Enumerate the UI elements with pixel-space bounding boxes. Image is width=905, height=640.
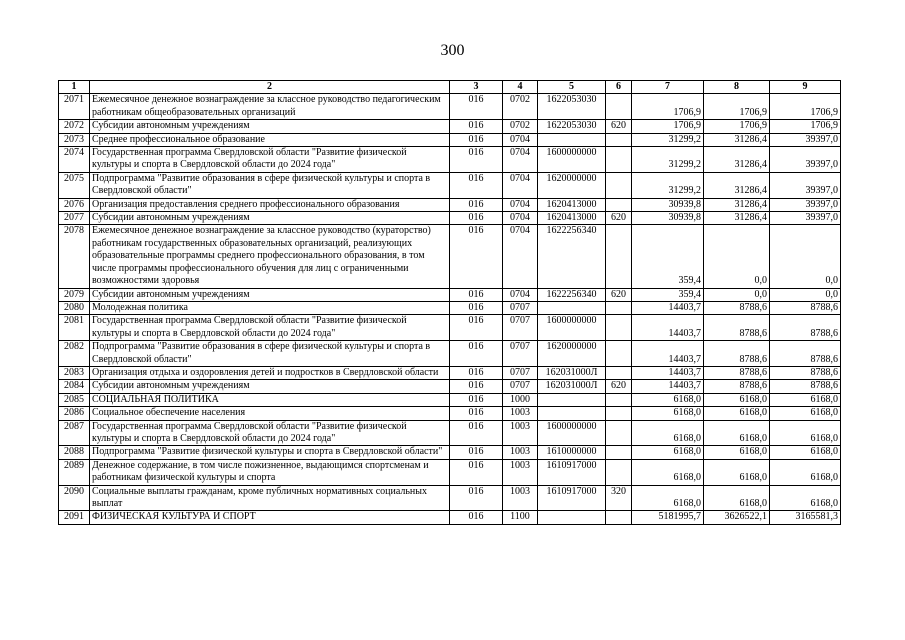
admin-code: 016 — [450, 288, 503, 301]
table-row — [59, 393, 841, 406]
admin-code: 016 — [450, 120, 503, 133]
amount-col7: 359,4 — [632, 288, 704, 301]
expense-type-code — [606, 198, 632, 211]
amount-col9: 6168,0 — [770, 393, 841, 406]
row-name: Субсидии автономным учреждениям — [90, 288, 450, 301]
section-code: 0707 — [503, 315, 538, 341]
admin-code: 016 — [450, 301, 503, 314]
amount-col8: 31286,4 — [704, 212, 770, 225]
amount-col9: 8788,6 — [770, 315, 841, 341]
row-number: 2071 — [59, 94, 90, 120]
amount-col9: 8788,6 — [770, 366, 841, 379]
section-code: 0704 — [503, 133, 538, 146]
section-code: 0704 — [503, 288, 538, 301]
row-name: Государственная программа Свердловской области "Развитие физической культуры и спорта в Свердловской области до 2024 года" — [90, 147, 450, 173]
amount-col9: 0,0 — [770, 225, 841, 288]
amount-col7: 6168,0 — [632, 446, 704, 459]
expense-type-code — [606, 147, 632, 173]
expense-type-code: 620 — [606, 288, 632, 301]
section-code: 1003 — [503, 420, 538, 446]
amount-col8: 0,0 — [704, 225, 770, 288]
row-number: 2082 — [59, 341, 90, 367]
row-number: 2072 — [59, 120, 90, 133]
amount-col9: 39397,0 — [770, 212, 841, 225]
amount-col9: 6168,0 — [770, 485, 841, 511]
row-name: Социальное обеспечение населения — [90, 407, 450, 420]
section-code: 0704 — [503, 147, 538, 173]
admin-code: 016 — [450, 133, 503, 146]
table-row — [59, 315, 841, 341]
row-name: Организация предоставления среднего профессионального образования — [90, 198, 450, 211]
section-code: 0707 — [503, 301, 538, 314]
column-header: 7 — [632, 81, 704, 94]
row-name: Подпрограмма "Развитие образования в сфере физической культуры и спорта в Свердловской области" — [90, 172, 450, 198]
table-row — [59, 147, 841, 173]
amount-col7: 14403,7 — [632, 315, 704, 341]
row-number: 2079 — [59, 288, 90, 301]
expense-type-code — [606, 446, 632, 459]
amount-col8: 0,0 — [704, 288, 770, 301]
admin-code: 016 — [450, 198, 503, 211]
amount-col7: 6168,0 — [632, 407, 704, 420]
row-number: 2074 — [59, 147, 90, 173]
row-number: 2086 — [59, 407, 90, 420]
row-name: Среднее профессиональное образование — [90, 133, 450, 146]
amount-col8: 8788,6 — [704, 380, 770, 393]
admin-code: 016 — [450, 94, 503, 120]
admin-code: 016 — [450, 212, 503, 225]
amount-col8: 6168,0 — [704, 393, 770, 406]
section-code: 0704 — [503, 225, 538, 288]
table-row — [59, 380, 841, 393]
expense-type-code — [606, 301, 632, 314]
row-number: 2084 — [59, 380, 90, 393]
admin-code: 016 — [450, 407, 503, 420]
target-code — [538, 393, 606, 406]
amount-col9: 1706,9 — [770, 120, 841, 133]
expense-type-code: 620 — [606, 120, 632, 133]
column-header: 8 — [704, 81, 770, 94]
table-row — [59, 407, 841, 420]
amount-col8: 31286,4 — [704, 172, 770, 198]
amount-col9: 39397,0 — [770, 172, 841, 198]
admin-code: 016 — [450, 393, 503, 406]
row-number: 2089 — [59, 459, 90, 485]
admin-code: 016 — [450, 459, 503, 485]
amount-col9: 8788,6 — [770, 380, 841, 393]
table-row — [59, 366, 841, 379]
target-code: 1620000000 — [538, 341, 606, 367]
amount-col9: 6168,0 — [770, 407, 841, 420]
target-code: 1622256340 — [538, 225, 606, 288]
amount-col9: 3165581,3 — [770, 511, 841, 524]
amount-col7: 14403,7 — [632, 366, 704, 379]
admin-code: 016 — [450, 420, 503, 446]
target-code: 1600000000 — [538, 315, 606, 341]
amount-col9: 39397,0 — [770, 198, 841, 211]
section-code: 1003 — [503, 407, 538, 420]
target-code: 1600000000 — [538, 147, 606, 173]
target-code — [538, 301, 606, 314]
section-code: 0702 — [503, 94, 538, 120]
target-code: 1620000000 — [538, 172, 606, 198]
expense-type-code — [606, 341, 632, 367]
section-code: 1003 — [503, 459, 538, 485]
section-code: 0707 — [503, 380, 538, 393]
amount-col9: 8788,6 — [770, 341, 841, 367]
section-code: 0704 — [503, 212, 538, 225]
page-number: 300 — [440, 42, 465, 59]
expense-type-code — [606, 225, 632, 288]
admin-code: 016 — [450, 485, 503, 511]
amount-col9: 6168,0 — [770, 420, 841, 446]
admin-code: 016 — [450, 147, 503, 173]
budget-table — [58, 80, 841, 525]
table-row — [59, 301, 841, 314]
table-row — [59, 172, 841, 198]
amount-col8: 31286,4 — [704, 133, 770, 146]
table-row — [59, 485, 841, 511]
amount-col8: 31286,4 — [704, 198, 770, 211]
amount-col9: 1706,9 — [770, 94, 841, 120]
target-code: 1622053030 — [538, 120, 606, 133]
admin-code: 016 — [450, 172, 503, 198]
admin-code: 016 — [450, 366, 503, 379]
table-row — [59, 446, 841, 459]
amount-col7: 359,4 — [632, 225, 704, 288]
amount-col8: 31286,4 — [704, 147, 770, 173]
section-code: 1003 — [503, 446, 538, 459]
row-name: Подпрограмма "Развитие образования в сфере физической культуры и спорта в Свердловской области" — [90, 341, 450, 367]
expense-type-code — [606, 407, 632, 420]
row-number: 2091 — [59, 511, 90, 524]
row-number: 2080 — [59, 301, 90, 314]
row-number: 2090 — [59, 485, 90, 511]
section-code: 0704 — [503, 198, 538, 211]
table-header-row — [59, 81, 841, 94]
row-number: 2076 — [59, 198, 90, 211]
expense-type-code — [606, 94, 632, 120]
expense-type-code — [606, 366, 632, 379]
admin-code: 016 — [450, 315, 503, 341]
section-code: 0707 — [503, 366, 538, 379]
amount-col8: 1706,9 — [704, 120, 770, 133]
amount-col7: 1706,9 — [632, 94, 704, 120]
column-header: 2 — [90, 81, 450, 94]
table-row — [59, 94, 841, 120]
target-code — [538, 407, 606, 420]
target-code: 1620413000 — [538, 198, 606, 211]
expense-type-code — [606, 511, 632, 524]
amount-col8: 1706,9 — [704, 94, 770, 120]
admin-code: 016 — [450, 341, 503, 367]
amount-col7: 31299,2 — [632, 172, 704, 198]
amount-col7: 6168,0 — [632, 459, 704, 485]
row-number: 2073 — [59, 133, 90, 146]
expense-type-code — [606, 172, 632, 198]
column-header: 6 — [606, 81, 632, 94]
target-code: 1610917000 — [538, 459, 606, 485]
target-code: 1622256340 — [538, 288, 606, 301]
target-code: 1622053030 — [538, 94, 606, 120]
row-name: Подпрограмма "Развитие физической культуры и спорта в Свердловской области" — [90, 446, 450, 459]
row-name: Денежное содержание, в том числе пожизненное, выдающимся спортсменам и работникам физической культуры и спорта — [90, 459, 450, 485]
table-row — [59, 341, 841, 367]
column-header: 3 — [450, 81, 503, 94]
section-code: 1000 — [503, 393, 538, 406]
target-code: 1610000000 — [538, 446, 606, 459]
admin-code: 016 — [450, 225, 503, 288]
row-name: Субсидии автономным учреждениям — [90, 212, 450, 225]
row-name: Субсидии автономным учреждениям — [90, 120, 450, 133]
row-number: 2081 — [59, 315, 90, 341]
admin-code: 016 — [450, 380, 503, 393]
amount-col8: 8788,6 — [704, 315, 770, 341]
amount-col9: 6168,0 — [770, 446, 841, 459]
amount-col8: 8788,6 — [704, 341, 770, 367]
row-name: Ежемесячное денежное вознаграждение за классное руководство (кураторство) работникам государственных образовательных организаций, реализующих образовательные программы среднего профессионального образования, в том числе программы профессионального обучения для лиц с ограниченными возможностями здоровья — [90, 225, 450, 288]
amount-col7: 6168,0 — [632, 420, 704, 446]
amount-col9: 0,0 — [770, 288, 841, 301]
amount-col7: 6168,0 — [632, 485, 704, 511]
row-name: Субсидии автономным учреждениям — [90, 380, 450, 393]
row-name: Социальные выплаты гражданам, кроме публичных нормативных социальных выплат — [90, 485, 450, 511]
table-row — [59, 212, 841, 225]
amount-col8: 6168,0 — [704, 446, 770, 459]
table-row — [59, 511, 841, 524]
table-row — [59, 133, 841, 146]
amount-col9: 8788,6 — [770, 301, 841, 314]
column-header: 5 — [538, 81, 606, 94]
target-code: 1620413000 — [538, 212, 606, 225]
row-number: 2075 — [59, 172, 90, 198]
target-code: 162031000Л — [538, 366, 606, 379]
expense-type-code: 320 — [606, 485, 632, 511]
amount-col8: 6168,0 — [704, 459, 770, 485]
target-code — [538, 133, 606, 146]
expense-type-code — [606, 420, 632, 446]
amount-col7: 14403,7 — [632, 301, 704, 314]
amount-col8: 6168,0 — [704, 420, 770, 446]
section-code: 0707 — [503, 341, 538, 367]
amount-col7: 30939,8 — [632, 198, 704, 211]
admin-code: 016 — [450, 446, 503, 459]
table-body — [59, 94, 841, 524]
row-number: 2085 — [59, 393, 90, 406]
amount-col8: 8788,6 — [704, 366, 770, 379]
amount-col8: 6168,0 — [704, 407, 770, 420]
column-header: 9 — [770, 81, 841, 94]
expense-type-code — [606, 133, 632, 146]
row-name: Организация отдыха и оздоровления детей и подростков в Свердловской области — [90, 366, 450, 379]
row-number: 2083 — [59, 366, 90, 379]
section-code: 0704 — [503, 172, 538, 198]
row-number: 2087 — [59, 420, 90, 446]
table-row — [59, 420, 841, 446]
expense-type-code: 620 — [606, 212, 632, 225]
expense-type-code — [606, 459, 632, 485]
row-name: Молодежная политика — [90, 301, 450, 314]
row-name: ФИЗИЧЕСКАЯ КУЛЬТУРА И СПОРТ — [90, 511, 450, 524]
target-code: 1610917000 — [538, 485, 606, 511]
expense-type-code — [606, 315, 632, 341]
amount-col7: 30939,8 — [632, 212, 704, 225]
amount-col9: 39397,0 — [770, 147, 841, 173]
expense-type-code — [606, 393, 632, 406]
amount-col7: 14403,7 — [632, 341, 704, 367]
amount-col8: 6168,0 — [704, 485, 770, 511]
column-header: 4 — [503, 81, 538, 94]
amount-col9: 6168,0 — [770, 459, 841, 485]
table-row — [59, 459, 841, 485]
expense-type-code: 620 — [606, 380, 632, 393]
amount-col7: 31299,2 — [632, 133, 704, 146]
amount-col9: 39397,0 — [770, 133, 841, 146]
amount-col7: 14403,7 — [632, 380, 704, 393]
column-header: 1 — [59, 81, 90, 94]
section-code: 0702 — [503, 120, 538, 133]
section-code: 1003 — [503, 485, 538, 511]
amount-col7: 1706,9 — [632, 120, 704, 133]
row-name: СОЦИАЛЬНАЯ ПОЛИТИКА — [90, 393, 450, 406]
amount-col7: 5181995,7 — [632, 511, 704, 524]
row-name: Ежемесячное денежное вознаграждение за классное руководство педагогическим работникам общеобразовательных организаций — [90, 94, 450, 120]
admin-code: 016 — [450, 511, 503, 524]
table-row — [59, 288, 841, 301]
amount-col7: 6168,0 — [632, 393, 704, 406]
amount-col8: 8788,6 — [704, 301, 770, 314]
amount-col7: 31299,2 — [632, 147, 704, 173]
table-row — [59, 120, 841, 133]
target-code: 1600000000 — [538, 420, 606, 446]
amount-col8: 3626522,1 — [704, 511, 770, 524]
target-code: 162031000Л — [538, 380, 606, 393]
row-number: 2088 — [59, 446, 90, 459]
row-name: Государственная программа Свердловской области "Развитие физической культуры и спорта в Свердловской области до 2024 года" — [90, 420, 450, 446]
target-code — [538, 511, 606, 524]
table-row — [59, 198, 841, 211]
row-name: Государственная программа Свердловской области "Развитие физической культуры и спорта в Свердловской области до 2024 года" — [90, 315, 450, 341]
row-number: 2078 — [59, 225, 90, 288]
section-code: 1100 — [503, 511, 538, 524]
table-row — [59, 225, 841, 288]
row-number: 2077 — [59, 212, 90, 225]
